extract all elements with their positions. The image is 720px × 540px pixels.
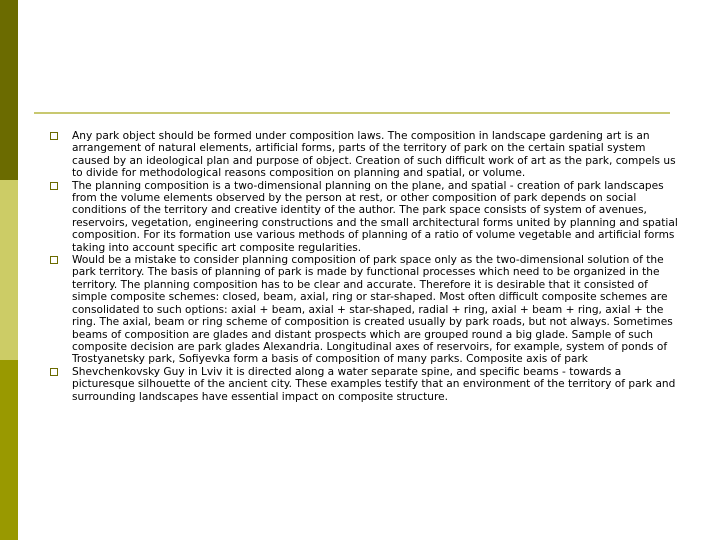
bullet-text: Any park object should be formed under composition laws. The composition in landscape gardening art is an arrangement of natural elements, artificial forms, parts of the territory of park on the certain spatial system caused by an ideological plan and purpose of object. Creation of such difficult work of art as the park, compels us to divide for methodological reasons composition on planning and spatial, or volume. — [72, 130, 676, 180]
bullet-text: Shevchenkovsky Guy in Lviv it is directed along a water separate spine, and specific beams - towards a picturesque silhouette of the ancient city. These examples testify that an environment of the territory of park and surrounding landscapes have essential impact on composite structure. — [72, 365, 676, 403]
bullet-item-2 — [50, 180, 680, 254]
hollow-square-icon — [50, 256, 58, 264]
hollow-square-icon — [50, 368, 58, 376]
side-band-middle — [0, 180, 18, 360]
bullet-item-3 — [50, 254, 680, 366]
bullet-list — [50, 130, 680, 403]
bullet-item-4 — [50, 366, 680, 403]
title-divider — [34, 112, 670, 114]
bullet-item-1 — [50, 130, 680, 180]
bullet-text: Would be a mistake to consider planning composition of park space only as the two-dimensional solution of the park territory. The basis of planning of park is made by functional processes which need to be organized in the territory. The planning composition has to be clear and accurate. Therefore it is desirable that it consisted of simple composite schemes: closed, beam, axial, ring or star-shaped. Most often difficult composite schemes are consolidated to such options: axial + beam, axial + star-shaped, radial + ring, axial + beam + ring, axial + the ring. The axial, beam or ring scheme of composition is created usually by park roads, but not always. Sometimes beams of composition are glades and distant prospects which are grouped round a big glade. Sample of such composite decision are park glades Alexandria. Longitudinal axes of reservoirs, for example, system of ponds of Trostyanetsky park, Sofiyevka form a basis of composition of many parks. Composite axis of park — [72, 254, 673, 366]
hollow-square-icon — [50, 132, 58, 140]
bullet-text: The planning composition is a two-dimensional planning on the plane, and spatial - creation of park landscapes from the volume elements observed by the person at rest, or other composition of park depends on social conditions of the territory and creative identity of the author. The park space consists of system of avenues, reservoirs, vegetation, engineering constructions and the small architectural forms united by planning and spatial composition. For its formation use various methods of planning of a ratio of volume vegetable and artificial forms taking into account specific art composite regularities. — [72, 179, 678, 254]
side-band-top — [0, 0, 18, 180]
hollow-square-icon — [50, 182, 58, 190]
side-band-bottom — [0, 360, 18, 540]
